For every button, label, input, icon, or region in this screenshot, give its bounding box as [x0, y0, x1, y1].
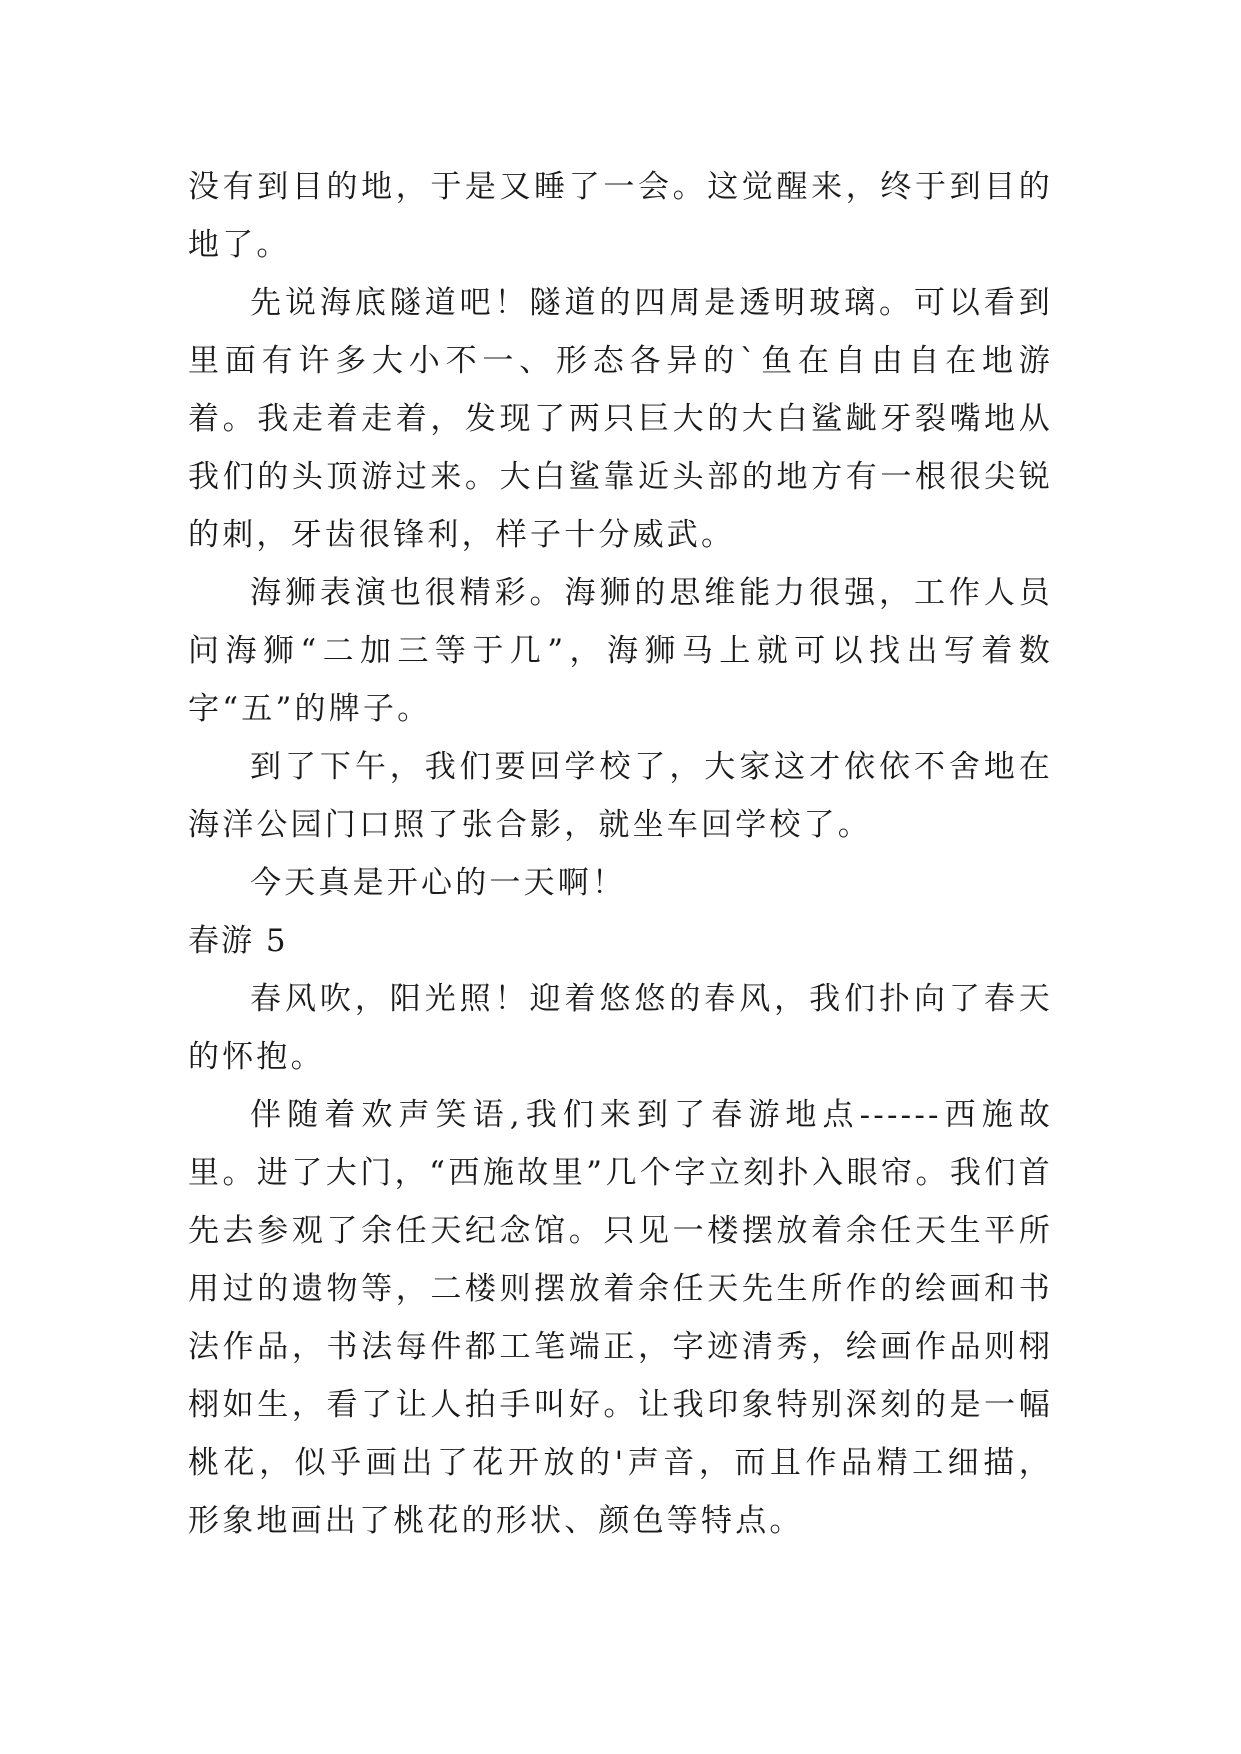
- paragraph-xishi: 伴随着欢声笑语,我们来到了春游地点------西施故里。进了大门，“西施故里”几个字立刻扑入眼帘。我们首先去参观了余任天纪念馆。只见一楼摆放着余任天生平所用过的遗物等，二楼则摆放着余任天先生所作的绘画和书法作品，书法每件都工笔端正，字迹清秀，绘画作品则栩栩如生，看了让人拍手叫好。让我印象特别深刻的是一幅桃花，似乎画出了花开放的'声音，而且作品精工细描，形象地画出了桃花的形状、颜色等特点。: [188, 1097, 1053, 1539]
- paragraph-afternoon: 到了下午，我们要回学校了，大家这才依依不舍地在海洋公园门口照了张合影，就坐车回学校了。: [188, 749, 1053, 843]
- paragraph-happy-day: 今天真是开心的一天啊！: [250, 865, 627, 901]
- paragraph-1: 没有到目的地，于是又睡了一会。这觉醒来，终于到目的地了。: [188, 169, 1053, 263]
- paragraph-sea-lion: 海狮表演也很精彩。海狮的思维能力很强，工作人员问海狮“二加三等于几”，海狮马上就可以找出写着数字“五”的牌子。: [188, 575, 1053, 727]
- document-body: [188, 158, 1053, 1550]
- paragraph-tunnel: 先说海底隧道吧！隧道的四周是透明玻璃。可以看到里面有许多大小不一、形态各异的`鱼在自由自在地游着。我走着走着，发现了两只巨大的大白鲨龇牙裂嘴地从我们的头顶游过来。大白鲨靠近头部的地方有一根很尖锐的刺，牙齿很锋利，样子十分威武。: [188, 285, 1053, 553]
- section-heading: 春游 5: [188, 923, 288, 959]
- paragraph-spring-wind: 春风吹，阳光照！迎着悠悠的春风，我们扑向了春天的怀抱。: [188, 981, 1053, 1075]
